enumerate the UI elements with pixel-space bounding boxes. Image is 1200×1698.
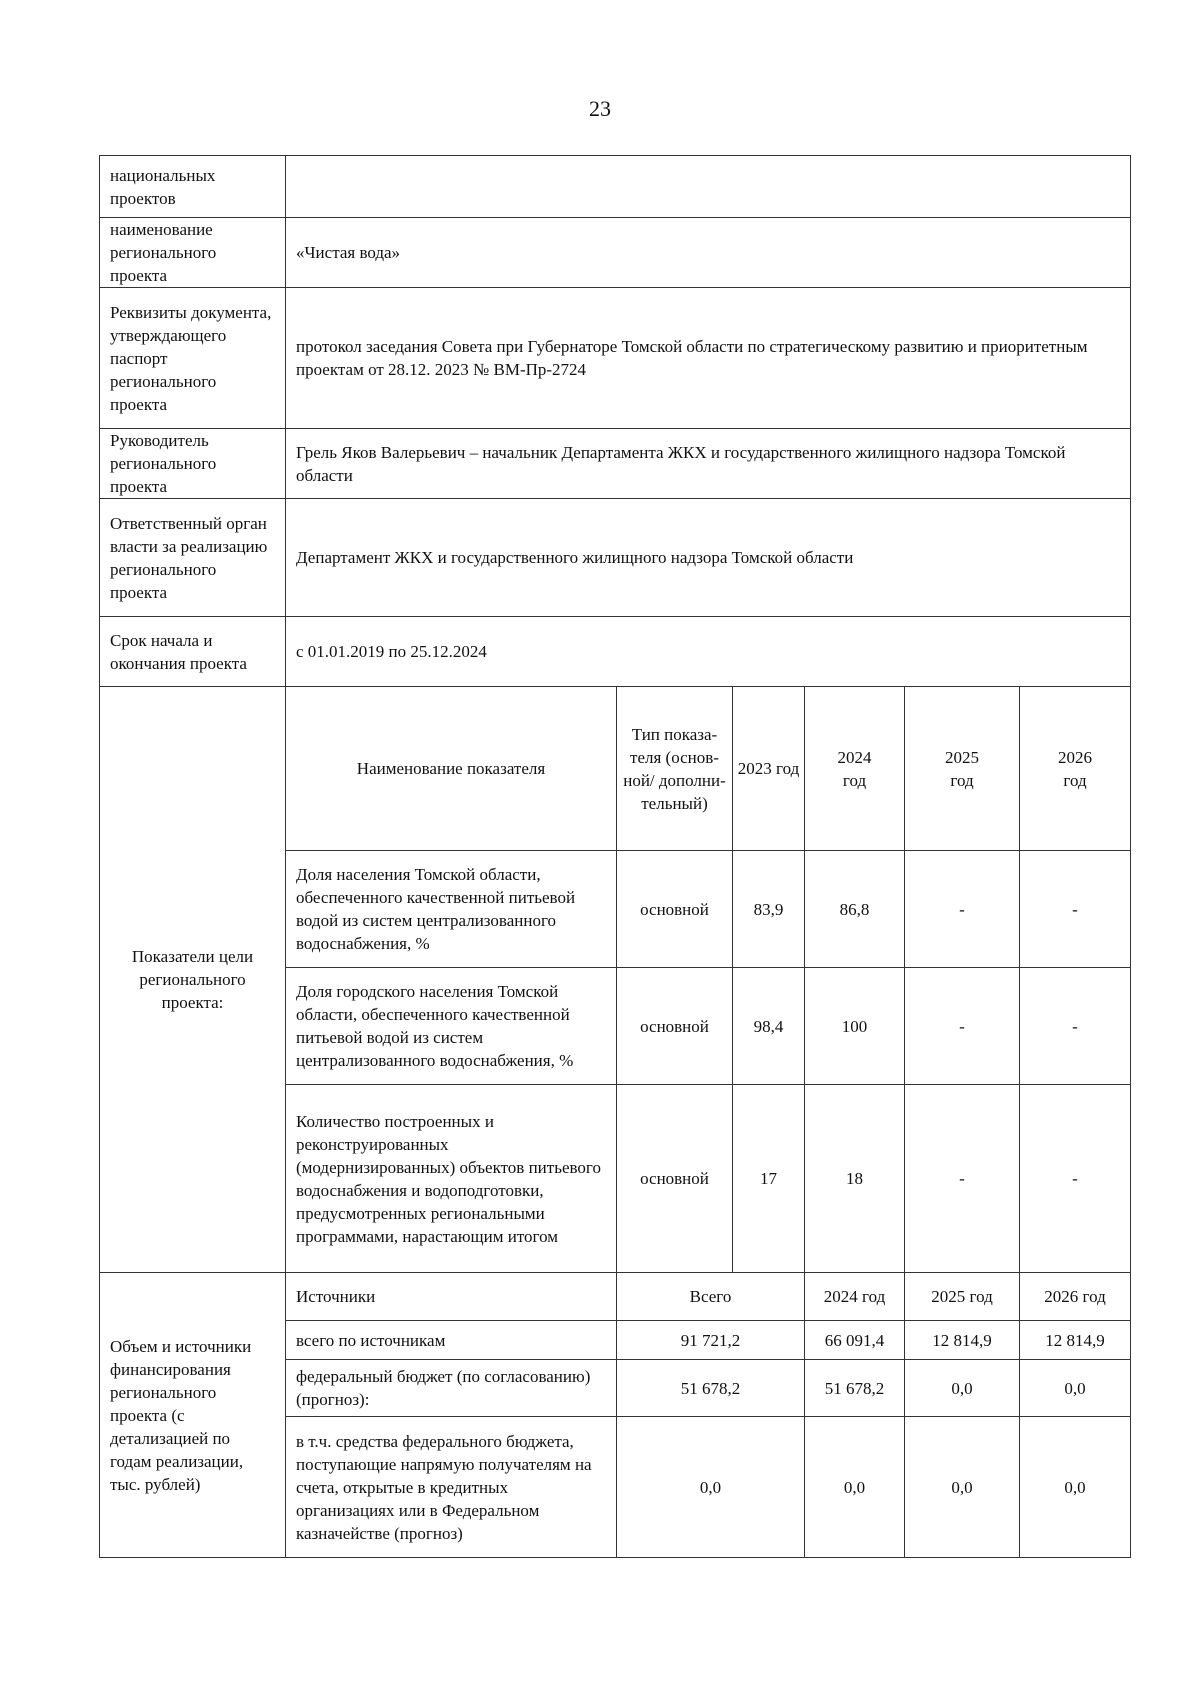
financing-2026: 0,0 [1020,1360,1131,1417]
indicator-2024: 18 [805,1085,905,1273]
financing-2025-header: 2025 год [905,1273,1020,1321]
row-responsible-body [100,499,1131,617]
indicator-name-header: Наименование показателя [286,687,617,851]
responsible-body-label: Ответственный орган власти за реализацию регионального проекта [100,499,286,617]
financing-2025: 0,0 [905,1417,1020,1558]
row-national-projects [100,156,1131,218]
indicator-2023: 83,9 [733,851,805,968]
financing-total: 0,0 [617,1417,805,1558]
indicator-2026-header: 2026 год [1020,687,1131,851]
financing-2026: 12 814,9 [1020,1321,1131,1360]
financing-total: 91 721,2 [617,1321,805,1360]
financing-2026: 0,0 [1020,1417,1131,1558]
indicator-2025: - [905,851,1020,968]
row-regional-project-name [100,218,1131,288]
indicator-type: основной [617,851,733,968]
row-document-details [100,288,1131,429]
project-head-label: Руководитель регионального проекта [100,429,286,499]
indicator-2024-header: 2024 год [805,687,905,851]
financing-2024: 0,0 [805,1417,905,1558]
regional-project-name-label: наименование регионального проекта [100,218,286,288]
national-projects-label: национальных проектов [100,156,286,218]
financing-section-label: Объем и источники финансирования регионального проекта (с детализацией по годам реализации, тыс. рублей) [100,1273,286,1558]
financing-total: 51 678,2 [617,1360,805,1417]
indicator-2023: 98,4 [733,968,805,1085]
financing-2024: 66 091,4 [805,1321,905,1360]
indicator-type: основной [617,1085,733,1273]
indicator-2026: - [1020,968,1131,1085]
indicator-2025: - [905,968,1020,1085]
national-projects-value [286,156,1131,218]
indicators-section-label: Показатели цели регионального проекта: [100,687,286,1273]
indicator-name: Количество построенных и реконструированных (модернизированных) объектов питьевого водоснабжения и водоподготовки, предусмотренных региональными программами, нарастающим итогом [286,1085,617,1273]
financing-2025: 0,0 [905,1360,1020,1417]
indicator-2024: 100 [805,968,905,1085]
document-details-value: протокол заседания Совета при Губернаторе Томской области по стратегическому развитию и приоритетным проектам от 28.12. 2023 № ВМ-Пр-2724 [286,288,1131,429]
financing-source-header: Источники [286,1273,617,1321]
responsible-body-value: Департамент ЖКХ и государственного жилищного надзора Томской области [286,499,1131,617]
financing-2025: 12 814,9 [905,1321,1020,1360]
indicators-header-row [100,687,1131,851]
indicator-2025-header: 2025 год [905,687,1020,851]
regional-project-name-value: «Чистая вода» [286,218,1131,288]
financing-total-header: Всего [617,1273,805,1321]
financing-2024-header: 2024 год [805,1273,905,1321]
indicator-2026: - [1020,851,1131,968]
indicator-type-header: Тип показа-теля (основ-ной/ дополни-тельный) [617,687,733,851]
indicator-2025: - [905,1085,1020,1273]
financing-source: в т.ч. средства федерального бюджета, поступающие напрямую получателям на счета, открытые в кредитных организациях или в Федеральном казначействе (прогноз) [286,1417,617,1558]
term-value: с 01.01.2019 по 25.12.2024 [286,617,1131,687]
term-label: Срок начала и окончания проекта [100,617,286,687]
financing-source: всего по источникам [286,1321,617,1360]
indicator-2026: - [1020,1085,1131,1273]
financing-header-row [100,1273,1131,1321]
indicator-2023-header: 2023 год [733,687,805,851]
row-project-head [100,429,1131,499]
row-term [100,617,1131,687]
project-head-value: Грель Яков Валерьевич – начальник Департамента ЖКХ и государственного жилищного надзора Томской области [286,429,1131,499]
document-details-label: Реквизиты документа, утверждающего паспорт регионального проекта [100,288,286,429]
page-number: 23 [589,96,611,121]
indicator-type: основной [617,968,733,1085]
indicator-2023: 17 [733,1085,805,1273]
financing-2026-header: 2026 год [1020,1273,1131,1321]
indicator-name: Доля городского населения Томской области, обеспеченного качественной питьевой водой из систем централизованного водоснабжения, % [286,968,617,1085]
project-passport-table [99,155,1131,1558]
financing-2024: 51 678,2 [805,1360,905,1417]
indicator-2024: 86,8 [805,851,905,968]
financing-source: федеральный бюджет (по согласованию) (прогноз): [286,1360,617,1417]
indicator-name: Доля населения Томской области, обеспеченного качественной питьевой водой из систем централизованного водоснабжения, % [286,851,617,968]
